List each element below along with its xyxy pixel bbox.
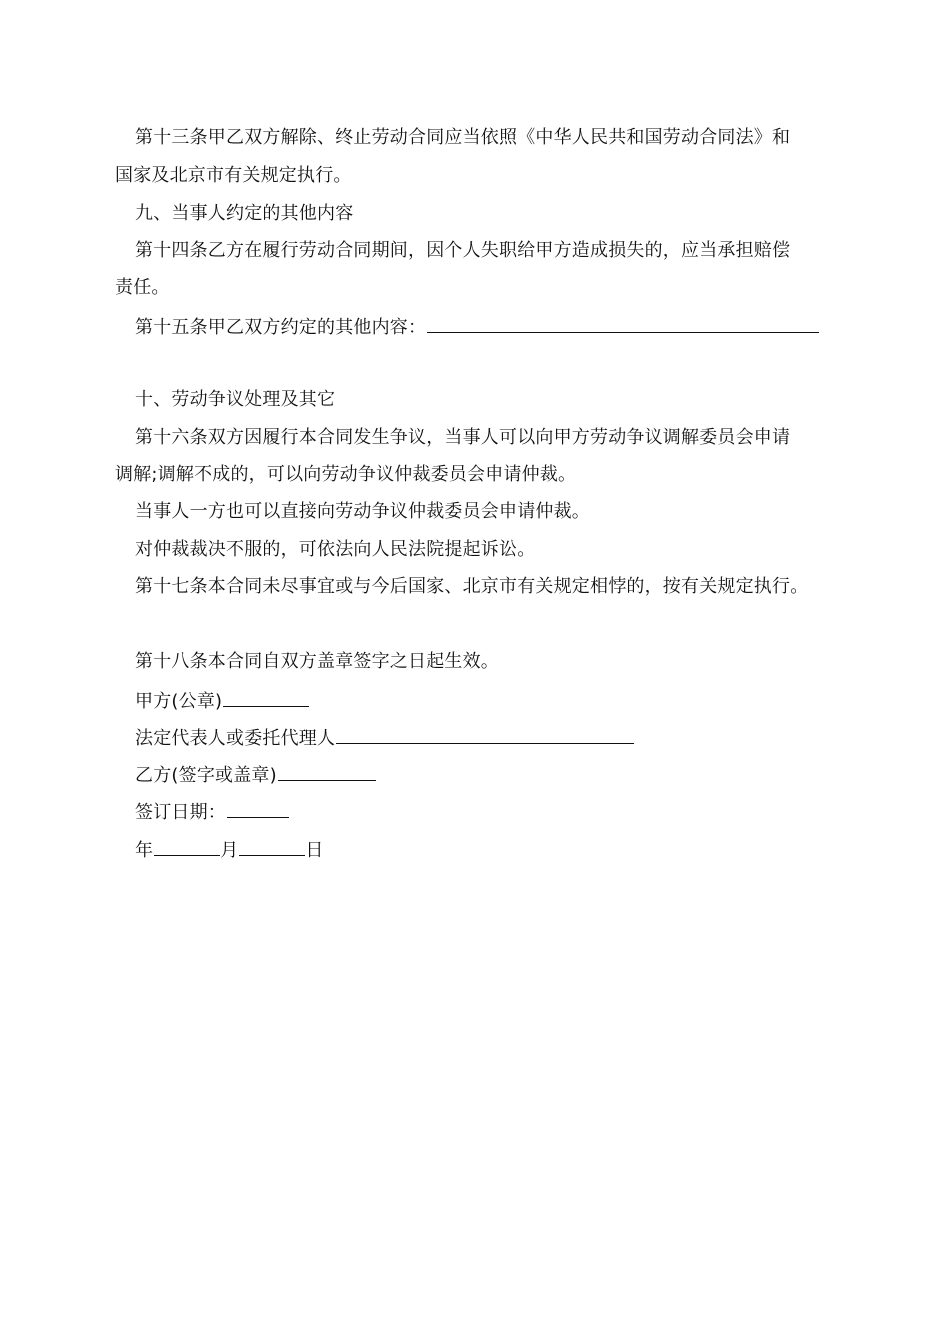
sign-date-label: 签订日期： bbox=[135, 802, 226, 823]
day-label: 日 bbox=[305, 840, 324, 861]
sign-date-blank bbox=[227, 799, 289, 818]
article-17: 第十七条本合同未尽事宜或与今后国家、北京市有关规定相悖的，按有关规定执行。 bbox=[135, 576, 809, 597]
signature-legal-rep bbox=[135, 725, 634, 751]
section-10-heading: 十、劳动争议处理及其它 bbox=[135, 389, 336, 410]
party-a-blank bbox=[223, 688, 309, 707]
article-14-line-1: 第十四条乙方在履行劳动合同期间，因个人失职给甲方造成损失的，应当承担赔偿 bbox=[135, 240, 791, 261]
signature-date bbox=[135, 799, 289, 825]
article-15-text: 第十五条甲乙双方约定的其他内容： bbox=[135, 317, 427, 338]
section-9-heading: 九、当事人约定的其他内容 bbox=[135, 203, 354, 224]
article-15-blank bbox=[427, 314, 819, 333]
article-18: 第十八条本合同自双方盖章签字之日起生效。 bbox=[135, 651, 499, 672]
article-16-line-3: 当事人一方也可以直接向劳动争议仲裁委员会申请仲裁。 bbox=[135, 501, 590, 522]
article-13-line-2: 国家及北京市有关规定执行。 bbox=[115, 165, 352, 186]
article-16-line-1: 第十六条双方因履行本合同发生争议，当事人可以向甲方劳动争议调解委员会申请 bbox=[135, 427, 791, 448]
signature-party-a bbox=[135, 688, 309, 714]
party-b-blank bbox=[278, 762, 376, 781]
article-16-line-2: 调解;调解不成的，可以向劳动争议仲裁委员会申请仲裁。 bbox=[115, 464, 577, 485]
article-15 bbox=[135, 314, 819, 340]
article-14-line-2: 责任。 bbox=[115, 277, 170, 298]
year-label: 年 bbox=[135, 840, 154, 861]
legal-rep-label: 法定代表人或委托代理人 bbox=[135, 728, 336, 749]
article-13-line-1: 第十三条甲乙双方解除、终止劳动合同应当依照《中华人民共和国劳动合同法》和 bbox=[135, 127, 791, 148]
month-label: 月 bbox=[220, 840, 239, 861]
legal-rep-blank bbox=[336, 725, 634, 744]
date-fields bbox=[135, 837, 324, 863]
signature-party-b bbox=[135, 762, 376, 788]
article-16-line-4: 对仲裁裁决不服的，可依法向人民法院提起诉讼。 bbox=[135, 539, 536, 560]
month-blank bbox=[239, 837, 305, 856]
party-b-label: 乙方(签字或盖章) bbox=[135, 765, 277, 786]
year-blank bbox=[154, 837, 220, 856]
party-a-label: 甲方(公章) bbox=[135, 691, 223, 712]
